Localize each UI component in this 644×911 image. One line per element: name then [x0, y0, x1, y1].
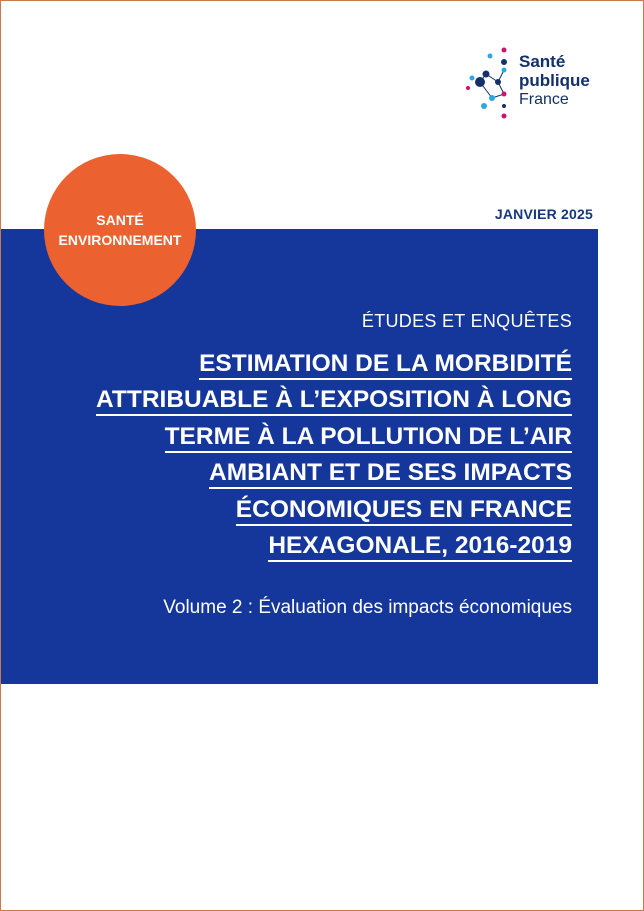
document-subtitle: Volume 2 : Évaluation des impacts économiques: [163, 597, 572, 618]
document-title: [52, 346, 572, 564]
title-line: ESTIMATION DE LA MORBIDITÉ: [199, 350, 572, 380]
title-line: HEXAGONALE, 2016-2019: [268, 532, 572, 562]
publication-date: JANVIER 2025: [494, 206, 593, 222]
logo-text-line1: Santé: [519, 52, 566, 71]
title-line: TERME À LA POLLUTION DE L’AIR: [165, 423, 572, 453]
title-line: ÉCONOMIQUES EN FRANCE: [236, 496, 572, 526]
title-line: AMBIANT ET DE SES IMPACTS: [209, 459, 572, 489]
theme-badge: [44, 154, 196, 306]
molecule-dots-icon: [464, 44, 516, 124]
theme-badge-line1: SANTÉ: [96, 212, 144, 228]
logo-text-line2: publique: [519, 71, 590, 90]
logo-text-line3: France: [519, 91, 569, 108]
theme-badge-line2: ENVIRONNEMENT: [58, 232, 182, 248]
logo-wordmark: [519, 52, 590, 109]
document-category: ÉTUDES ET ENQUÊTES: [361, 311, 572, 331]
title-line: ATTRIBUABLE À L’EXPOSITION À LONG: [96, 386, 572, 416]
sante-publique-france-logo: [464, 44, 614, 124]
